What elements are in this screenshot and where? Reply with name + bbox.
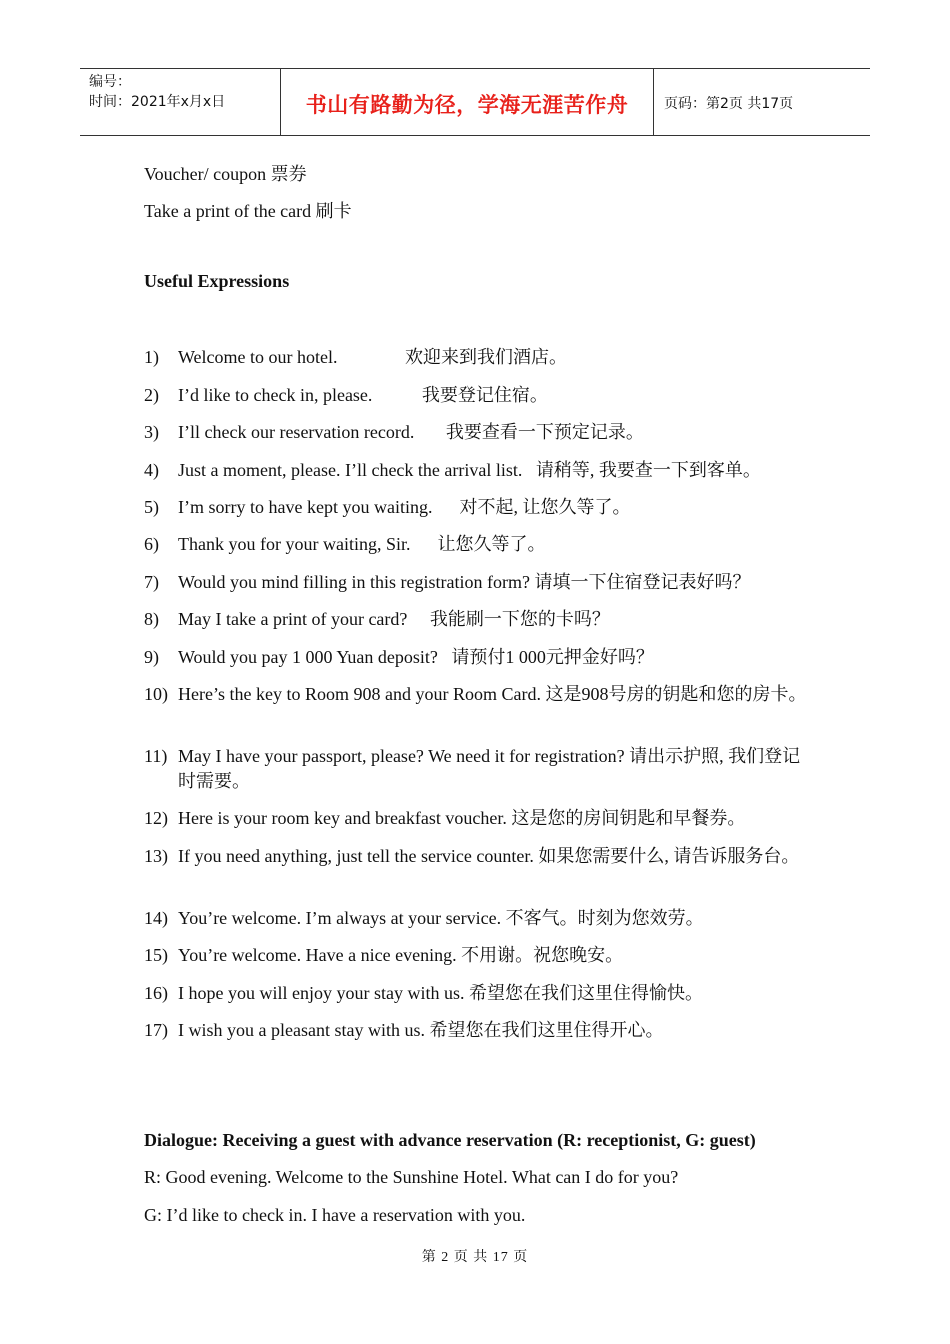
expression-number: 15) [144,945,168,965]
expression-item [144,383,814,408]
dialogue-line: R: Good evening. Welcome to the Sunshine Hotel. What can I do for you? [144,1167,679,1187]
expression-text: I wish you a pleasant stay with us. 希望您在我们这里住得开心。 [178,1020,664,1040]
header-motto: 书山有路勤为径，学海无涯苦作舟 [281,69,654,135]
expression-item [144,682,814,707]
expression-text: Welcome to our hotel. 欢迎来到我们酒店。 [178,347,568,367]
expression-item [144,645,814,670]
expression-item [144,943,814,968]
dialogue-line: G: I’d like to check in. I have a reservation with you. [144,1205,526,1225]
expression-number: 4) [144,460,159,480]
expression-number: 9) [144,647,159,667]
expression-number: 12) [144,808,168,828]
expression-text: You’re welcome. Have a nice evening. 不用谢。祝您晚安。 [178,945,624,965]
expression-item [144,744,814,794]
expression-text: Would you pay 1 000 Yuan deposit? 请预付1 000元押金好吗？ [178,647,654,667]
expression-text: Here’s the key to Room 908 and your Room Card. 这是908号房的钥匙和您的房卡。 [178,684,807,704]
time-label: 时间：2021年x月x日 [89,94,226,110]
page-footer: 第 2 页 共 17 页 [421,1250,529,1265]
expression-number: 14) [144,908,168,928]
expression-number: 6) [144,534,159,554]
expression-item [144,806,814,831]
expression-text: I’m sorry to have kept you waiting. 对不起, 让您久等了。 [178,497,631,517]
expression-item [144,906,814,931]
expression-text: I hope you will enjoy your stay with us. 希望您在我们这里住得愉快。 [178,983,703,1003]
expression-text: Here is your room key and breakfast voucher. 这是您的房间钥匙和早餐券。 [178,808,746,828]
section-title: Useful Expressions [144,271,290,291]
vocab-line: Take a print of the card 刷卡 [144,201,352,221]
expression-number: 17) [144,1020,168,1040]
expression-number: 3) [144,422,159,442]
expression-text: Just a moment, please. I’ll check the arrival list. 请稍等, 我要查一下到客单。 [178,460,761,480]
expression-item [144,532,814,557]
expression-number: 1) [144,347,159,367]
expression-number: 16) [144,983,168,1003]
document-header [80,68,870,136]
expression-item [144,981,814,1006]
expression-number: 10) [144,684,168,704]
expression-text: May I take a print of your card? 我能刷一下您的卡吗？ [178,609,610,629]
expression-text: I’ll check our reservation record. 我要查看一下预定记录。 [178,422,644,442]
expression-number: 5) [144,497,159,517]
vocab-line: Voucher/ coupon 票券 [144,164,307,184]
header-page-label: 页码：第2页 共17页 [664,96,794,112]
expression-text: I’d like to check in, please. 我要登记住宿。 [178,385,548,405]
expression-item [144,345,814,370]
expression-text: You’re welcome. I’m always at your service. 不客气。时刻为您效劳。 [178,908,704,928]
expression-item [144,420,814,445]
expression-text: May I have your passport, please? We need it for registration? 请出示护照, 我们登记时需要。 [178,746,801,791]
expression-text: Would you mind filling in this registration form? 请填一下住宿登记表好吗？ [178,572,751,592]
expression-number: 2) [144,385,159,405]
code-label: 编号： [89,74,131,90]
expression-item [144,607,814,632]
expression-number: 7) [144,572,159,592]
expression-item [144,570,814,595]
expression-number: 11) [144,746,168,766]
expression-number: 13) [144,846,168,866]
header-meta [80,69,281,135]
expression-text: Thank you for your waiting, Sir. 让您久等了。 [178,534,546,554]
expression-item [144,844,814,869]
dialogue-title: Dialogue: Receiving a guest with advance reservation (R: receptionist, G: guest) [144,1130,756,1150]
expression-item [144,495,814,520]
expression-item [144,458,814,483]
expression-text: If you need anything, just tell the service counter. 如果您需要什么, 请告诉服务台。 [178,846,800,866]
expression-number: 8) [144,609,159,629]
expression-item [144,1018,814,1043]
